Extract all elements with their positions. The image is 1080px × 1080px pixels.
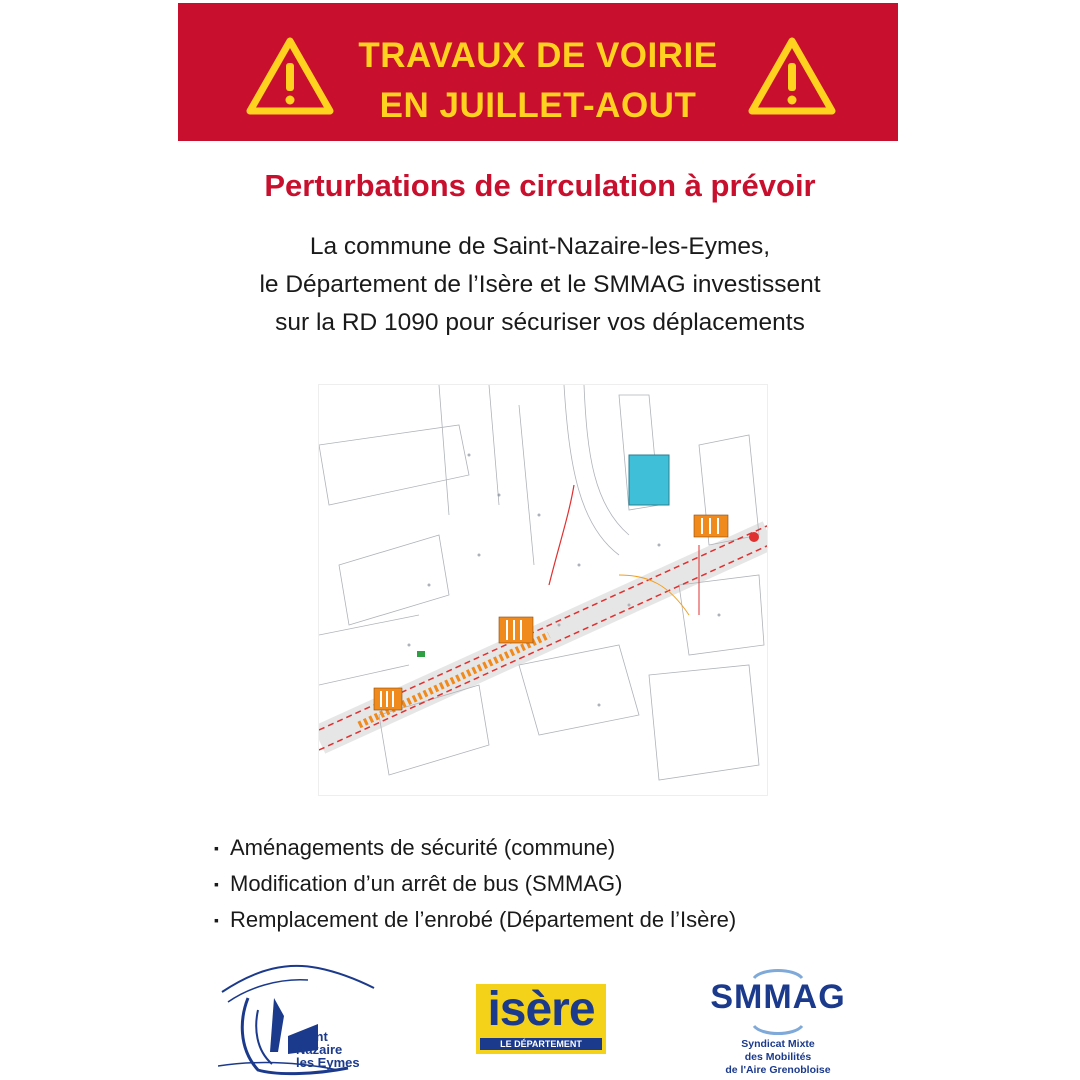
- list-item: ▪ Remplacement de l’enrobé (Département de l’Isère): [214, 902, 854, 938]
- intro-line-1: La commune de Saint-Nazaire-les-Eymes,: [309, 233, 771, 260]
- warning-triangle-icon: [244, 35, 336, 117]
- page-subtitle: Perturbations de circulation à prévoir: [264, 168, 816, 203]
- commune-logo-line-2: Nazaire: [296, 1042, 343, 1057]
- intro-line-2: le Département de l’Isère et le SMMAG investissent: [259, 271, 821, 298]
- intro-paragraph: [0, 228, 1080, 342]
- banner-line-2: EN JUILLET-AOUT: [379, 86, 697, 125]
- smmag-logo-word: SMMAG: [710, 978, 846, 1016]
- commune-logo-text: [296, 1030, 360, 1069]
- isere-department-logo: [476, 984, 606, 1054]
- smmag-subtitle-line-1: Syndicat Mixte: [741, 1038, 815, 1050]
- commune-logo-line-1: Saint: [296, 1029, 328, 1044]
- isere-logo-word: isère: [487, 983, 595, 1036]
- commune-logo-line-3: les Eymes: [296, 1055, 360, 1070]
- smmag-logo-subtitle: [690, 1038, 866, 1077]
- smmag-subtitle-line-3: de l'Aire Grenobloise: [725, 1064, 831, 1076]
- banner-title: [338, 31, 738, 131]
- warning-banner: [178, 3, 898, 141]
- smmag-subtitle-line-2: des Mobilités: [744, 1051, 812, 1063]
- warning-triangle-icon: [746, 35, 838, 117]
- list-item: ▪ Modification d’un arrêt de bus (SMMAG): [214, 866, 854, 902]
- road-plan-drawing: [319, 385, 768, 796]
- works-list: [214, 830, 854, 938]
- list-item: ▪ Aménagements de sécurité (commune): [214, 830, 854, 866]
- roadworks-plan-image: [318, 384, 768, 796]
- banner-line-1: TRAVAUX DE VOIRIE: [358, 36, 718, 75]
- intro-line-3: sur la RD 1090 pour sécuriser vos déplacements: [275, 309, 805, 336]
- isere-logo-tagline: LE DÉPARTEMENT: [480, 1038, 602, 1050]
